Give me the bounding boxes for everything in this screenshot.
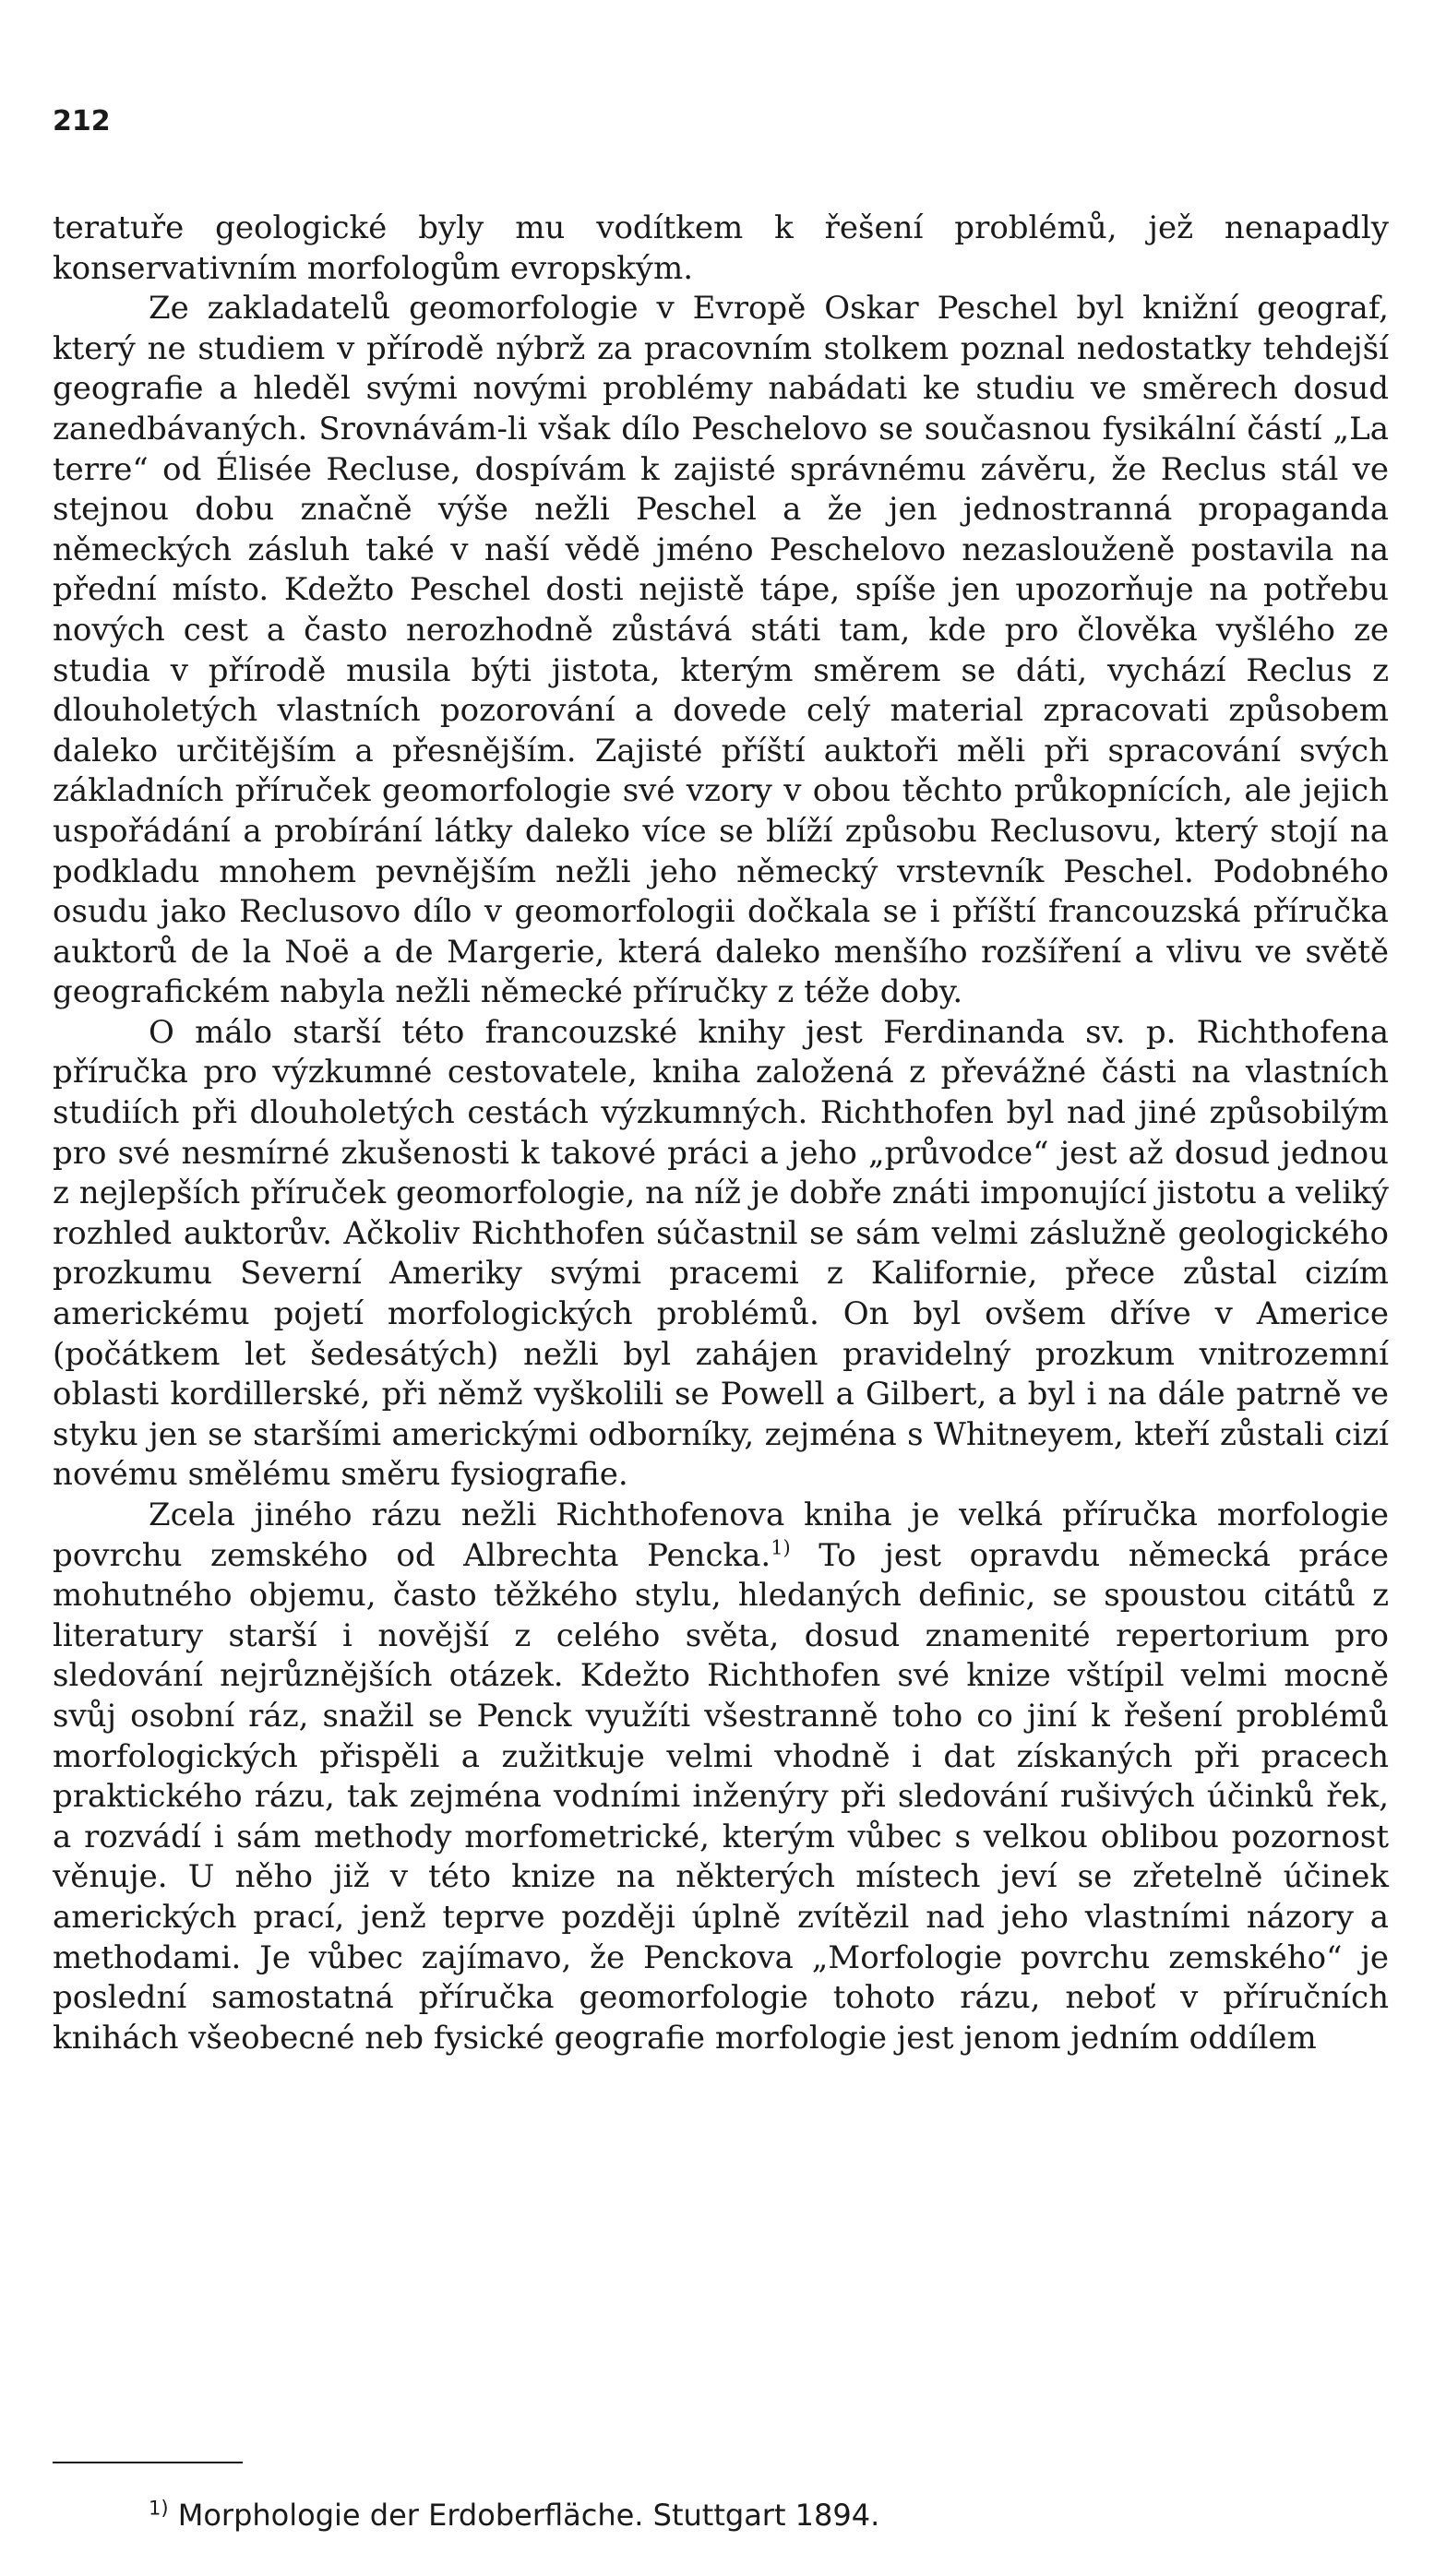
- footnote-divider: [53, 2462, 243, 2463]
- page-number: 212: [53, 105, 111, 137]
- paragraph-2: Ze zakladatelů geomorfologie v Evropě Oskar Peschel byl knižní geograf, který ne studiem v přírodě nýbrž za pracovním stolkem poznal nedostatky tehdejší geografie a hleděl svými novými problémy nabádati ke studiu ve směrech dosud zanedbávaných. Srovnávám-li však dílo Peschelovo se současnou fysikální částí „La terre“ od Élisée Recluse, dospívám k zajisté správnému závěru, že Reclus stál ve stejnou dobu značně výše nežli Peschel a že jen jednostranná propaganda německých zásluh také v naší vědě jméno Peschelovo nezaslouženě postavila na přední místo. Kdežto Peschel dosti nejistě tápe, spíše jen upozorňuje na potřebu nových cest a často nerozhodně zůstává státi tam, kde pro člověka vyšlého ze studia v přírodě musila býti jistota, kterým směrem se dáti, vychází Reclus z dlouholetých vlastních pozorování a dovede celý material zpracovati způsobem daleko určitějším a přesnějším. Zajisté příští auktoři měli při spracování svých základních příruček geomorfologie své vzory v obou těchto průkopnících, ale jejich uspořádání a probírání látky daleko více se blíží způsobu Reclusovu, který stojí na podkladu mnohem pevnějším nežli jeho německý vrstevník Peschel. Podobného osudu jako Reclusovo dílo v geomorfologii dočkala se i příští francouzská příručka auktorů de la Noë a de Margerie, která daleko menšího rozšíření a vlivu ve světě geografickém nabyla nežli německé příručky z téže doby.: [53, 290, 1389, 1011]
- paragraph-4: [53, 1496, 1389, 2058]
- paragraph-1: teratuře geologické byly mu vodítkem k řešení problémů, jež nenapadly konservativním morfologům evropským.: [53, 209, 1389, 287]
- paragraph-4-text-after-ref: To jest opravdu německá práce mohutného objemu, často těžkého stylu, hledaných definic, se spoustou citátů z literatury starší i novější z celého světa, dosud znamenité repertorium pro sledování nejrůznějších otázek. Kdežto Richthofen své knize vštípil velmi mocně svůj osobní ráz, snažil se Penck využíti všestranně toho co jiní k řešení problémů morfologických přispěli a zužitkuje velmi vhodně i dat získaných při pracech praktického rázu, tak zejména vodními inženýry při sledování rušivých účinků řek, a rozvádí i sám methody morfometrické, kterým vůbec s velkou oblibou pozornost věnuje. U něho již v této knize na některých místech jeví se zřetelně účinek amerických prací, jenž teprve později úplně zvítězil nad jeho vlastními názory a methodami. Je vůbec zajímavo, že Penckova „Morfologie povrchu zemského“ je poslední samostatná příručka geomorfologie tohoto rázu, neboť v příručních knihách všeobecné neb fysické geografie morfologie jest jenom jedním oddílem: [53, 1536, 1389, 2057]
- paragraph-3: O málo starší této francouzské knihy jest Ferdinanda sv. p. Richthofena příručka pro výzkumné cestovatele, kniha založená z převážné části na vlastních studiích při dlouholetých cestách výzkumných. Richthofen byl nad jiné způsobilým pro své nesmírné zkušenosti k takové práci a jeho „průvodce“ jest až dosud jednou z nejlepších příruček geomorfologie, na níž je dobře znáti imponující jistotu a veliký rozhled auktorův. Ačkoliv Richthofen súčastnil se sám velmi záslužně geologického prozkumu Severní Ameriky svými pracemi z Kalifornie, přece zůstal cizím americkému pojetí morfologických problémů. On byl ovšem dříve v Americe (počátkem let šedesátých) nežli byl zahájen pravidelný prozkum vnitrozemní oblasti kordillerské, při němž vyškolili se Powell a Gilbert, a byl i na dále patrně ve styku jen se staršími americkými odborníky, zejména s Whitneyem, kteří zůstali cizí novému smělému směru fysiografie.: [53, 1013, 1389, 1494]
- footnote-text: Morphologie der Erdoberfläche. Stuttgart 1894.: [168, 2498, 880, 2533]
- paragraph-4-text-before-ref: Zcela jiného rázu nežli Richthofenova kniha je velká příručka morfologie povrchu zemského od Albrechta Pencka.: [53, 1497, 1389, 1574]
- footnote-reference[interactable]: 1): [771, 1536, 791, 1559]
- footnote: [149, 2497, 879, 2534]
- body-text: [53, 209, 1389, 2058]
- footnote-mark: 1): [149, 2497, 169, 2520]
